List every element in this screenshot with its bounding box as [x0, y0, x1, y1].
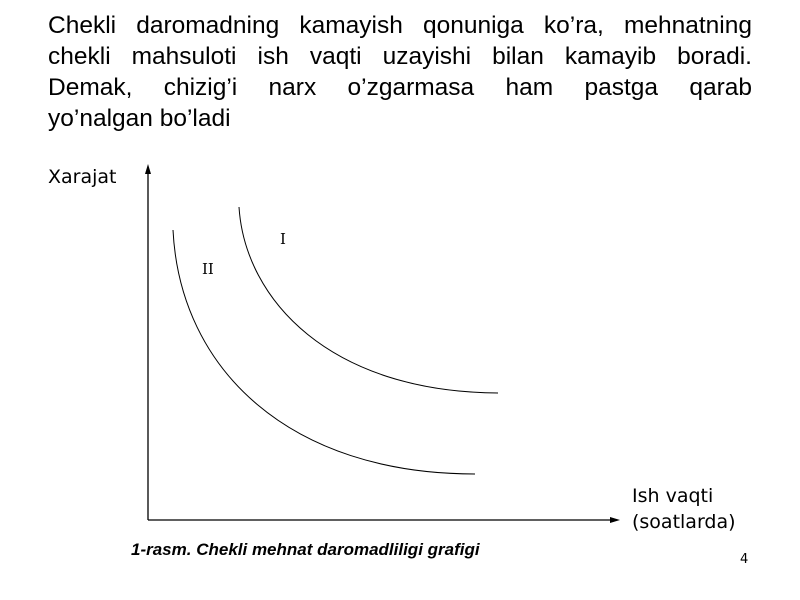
body-text-line: yo’nalgan bo’ladi	[48, 105, 231, 132]
curve-i-label: I	[280, 230, 286, 248]
body-text-line: Chekli daromadning kamayish qonuniga ko’ra, mehnatning	[48, 12, 752, 39]
x-axis-label	[632, 483, 736, 535]
body-text-line: chekli mahsuloti ish vaqti uzayishi bilan kamayib boradi.	[48, 43, 752, 70]
y-axis-label: Xarajat	[48, 166, 117, 188]
curve-i	[239, 207, 498, 393]
y-axis-arrow-icon	[145, 164, 151, 174]
x-axis-label-line1: Ish vaqti	[632, 485, 714, 507]
figure-caption: 1-rasm. Chekli mehnat daromadliligi grafigi	[131, 540, 480, 559]
x-axis-label-line2: (soatlarda)	[632, 511, 736, 533]
page-number: 4	[740, 552, 749, 567]
x-axis-arrow-icon	[610, 517, 620, 523]
body-text-line: Demak, chizig’i narx o’zgarmasa ham pastga qarab	[48, 74, 752, 101]
curve-ii	[173, 230, 475, 474]
curve-ii-label: II	[202, 260, 214, 278]
